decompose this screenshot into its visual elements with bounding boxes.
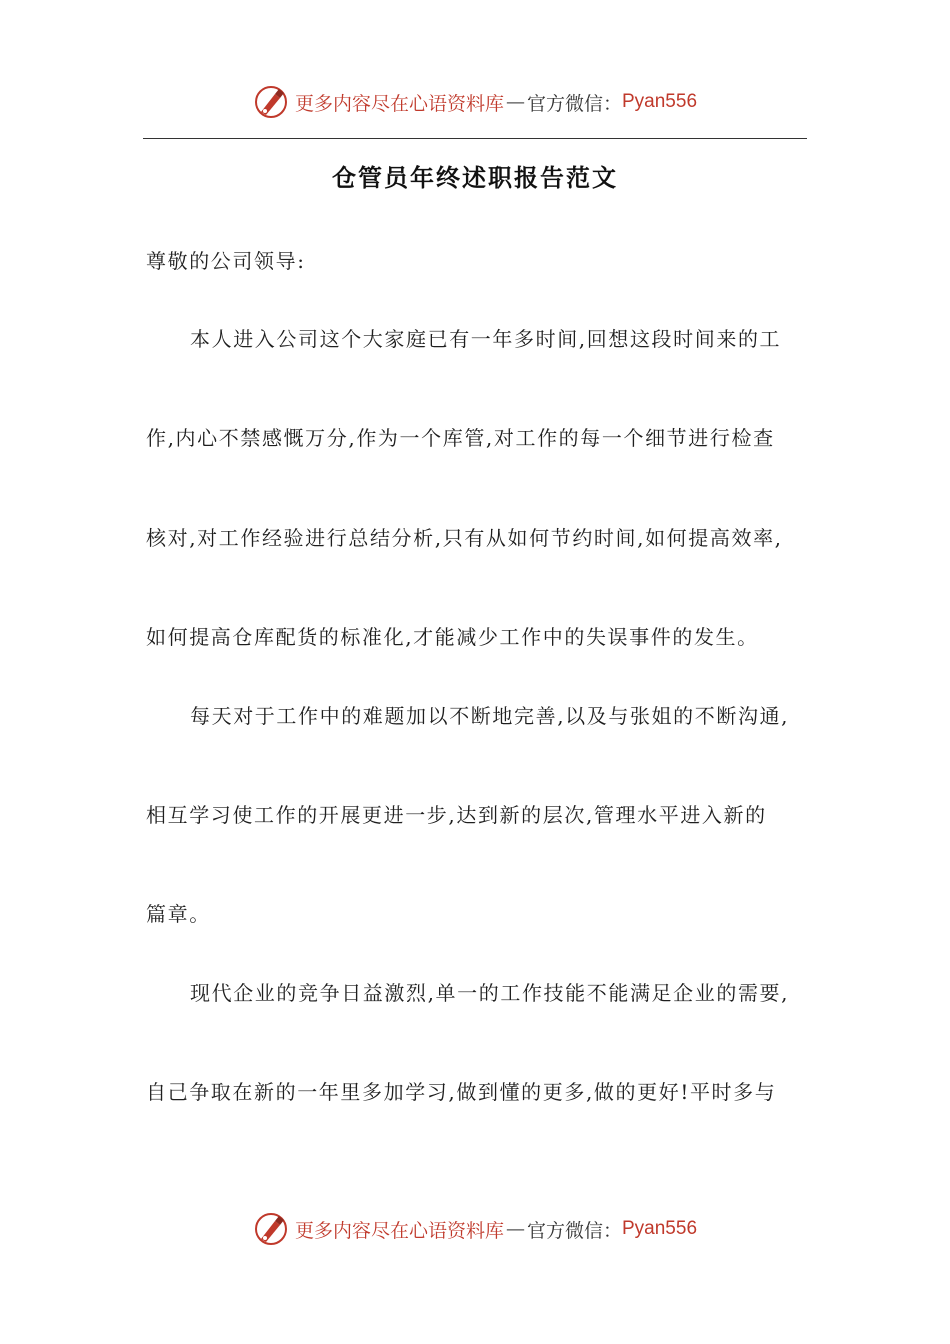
- salutation: 尊敬的公司领导:: [146, 249, 306, 273]
- banner-text: 更多内容尽在心语资料库: [294, 92, 504, 115]
- body-line: 本人进入公司这个大家庭已有一年多时间,回想这段时间来的工: [190, 327, 782, 351]
- banner-dash: —: [505, 91, 525, 113]
- body-line: 如何提高仓库配货的标准化,才能减少工作中的失误事件的发生。: [146, 625, 759, 649]
- body-line: 每天对于工作中的难题加以不断地完善,以及与张姐的不断沟通,: [190, 704, 790, 728]
- wechat-label: 官方微信：: [526, 92, 622, 115]
- body-line: 自己争取在新的一年里多加学习,做到懂的更多,做的更好!平时多与: [146, 1080, 777, 1104]
- pen-logo-icon: [253, 84, 289, 120]
- body-line: 作,内心不禁感慨万分,作为一个库管,对工作的每一个细节进行检查: [146, 426, 775, 450]
- pen-logo-icon: [253, 1211, 289, 1247]
- banner-text: 更多内容尽在心语资料库: [294, 1219, 504, 1242]
- body-line: 现代企业的竞争日益激烈,单一的工作技能不能满足企业的需要,: [190, 981, 790, 1005]
- document-title: 仓管员年终述职报告范文: [332, 163, 618, 192]
- wechat-label: 官方微信：: [526, 1219, 622, 1242]
- body-line: 篇章。: [146, 902, 211, 926]
- body-line: 相互学习使工作的开展更进一步,达到新的层次,管理水平进入新的: [146, 803, 767, 827]
- header-banner: [0, 82, 950, 122]
- wechat-id: Pyan556: [622, 91, 698, 112]
- wechat-id: Pyan556: [622, 1218, 698, 1239]
- banner-dash: —: [505, 1218, 525, 1240]
- footer-banner: [0, 1209, 950, 1249]
- header-divider: [143, 138, 807, 139]
- body-line: 核对,对工作经验进行总结分析,只有从如何节约时间,如何提高效率,: [146, 526, 783, 550]
